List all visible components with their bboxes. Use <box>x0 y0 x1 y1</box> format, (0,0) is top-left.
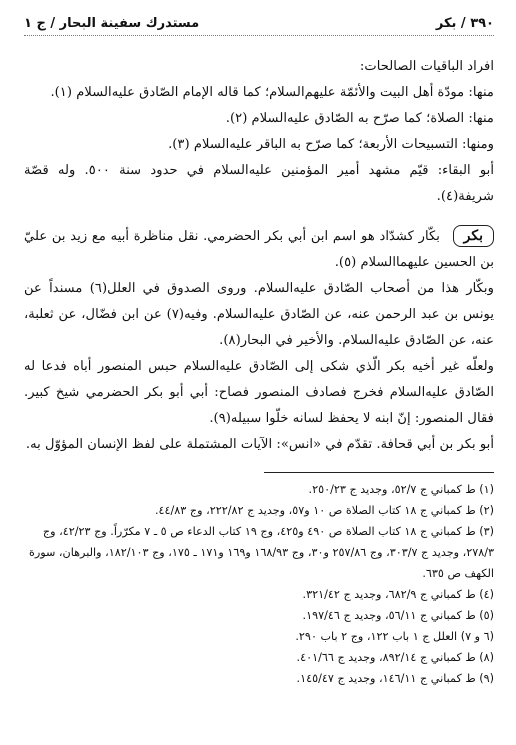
paragraph: ولعلّه غير أخيه بكر الّذي شكى إلى الصّادق عليه‌السلام حبس المنصور أباه فدعا له الصّادق عليه‌السلام فخرج فصادف المنصور فصاح: أبي أبو بكر الحضرمي شيخ كبير. فقال المنصور: إنّ ابنه لا يحفظ لسانه خلّوا سبيله(٩). <box>24 359 494 426</box>
footnote: (٦ و ٧) العلل ج ١ باب ١٢٢، وج ٢ باب ٢٩٠. <box>295 630 494 643</box>
entry-heading-badge: بكر <box>453 225 494 247</box>
entry-paragraph <box>24 224 494 276</box>
entry-text: بكّار كشدّاد هو اسم ابن أبي بكر الحضرمي. نقل مناظرة أبيه مع زيد بن عليّ بن الحسين عليهما‌السلام (٥). <box>24 229 494 270</box>
footnote: (٨) ط كمباني ج ٨٩٢/١٤، وجديد ج ٤٠١/٦٦. <box>296 651 494 664</box>
main-text <box>24 54 494 458</box>
footnote-separator <box>264 472 494 473</box>
footnote: (١) ط كمباني ج ٥٢/٧، وجديد ج ٢٥٠/٢٣. <box>308 483 494 496</box>
footnote: (٥) ط كمباني ج ٥٦/١١، وجديد ج ١٩٧/٤٦. <box>302 609 494 622</box>
paragraph: افراد الباقيات الصالحات: <box>359 59 494 74</box>
paragraph: أبو بكر بن أبي قحافة. تقدّم في «انس»: الآيات المشتملة على لفظ الإنسان المؤوّل به. <box>25 437 494 452</box>
footnotes <box>24 479 494 689</box>
book-page <box>24 14 494 735</box>
page-number-topic: ٣٩٠ / بكر <box>435 16 494 31</box>
footnote: (٣) ط كمباني ج ١٨ كتاب الصلاة ص ٤٩٠ و٤٢٥، وج ١٩ كتاب الدعاء ص ٥ ـ ٧ مكرّراً. وج ٤٢/٢٣، وج ٢٧٨/٣، وجديد ج ٣٠٣/٧، وج ٢٥٧/٨٦ و٣٠، وج ١٦٨/٩٣ و١٦٩ و١٧١ ـ ١٧٥، وج ١٨٢/١٠٣، والبرهان، سورة الكهف ص ٦٣٥. <box>28 525 494 580</box>
footnote: (٩) ط كمباني ج ١٤٦/١١، وجديد ج ١٤٥/٤٧. <box>296 672 494 685</box>
book-title: مستدرك سفينة البحار / ج ١ <box>24 16 200 31</box>
paragraph: أبو البقاء: قيّم مشهد أمير المؤمنين عليه‌السلام في حدود سنة ٥٠٠. وله قصّة شريفة(٤). <box>24 163 494 204</box>
paragraph: منها: مودّة أهل البيت والأئمّة عليهم‌السلام؛ كما قاله الإمام الصّادق عليه‌السلام (١). <box>50 85 494 100</box>
paragraph: منها: الصلاة؛ كما صرّح به الصّادق عليه‌السلام (٢). <box>225 111 494 126</box>
footnote: (٢) ط كمباني ج ١٨ كتاب الصلاة ص ١٠ و٥٧، وجديد ج ٢٢٢/٨٢، وج ٤٤/٨٣. <box>154 504 494 517</box>
running-header <box>24 14 494 36</box>
paragraph: ومنها: التسبيحات الأربعة؛ كما صرّح به الباقر عليه‌السلام (٣). <box>168 137 494 152</box>
paragraph: وبكّار هذا من أصحاب الصّادق عليه‌السلام. وروى الصدوق في العلل(٦) مسنداً عن يونس بن عبد الرحمن عنه، عن الصّادق عليه‌السلام. وفيه(٧) عن ابن فضّال، عن ثعلبة، عنه، عن الصّادق عليه‌السلام. والأخير في البحار(٨). <box>24 281 494 348</box>
section-gap <box>24 210 494 224</box>
footnote: (٤) ط كمباني ج ٦٨٢/٩، وجديد ج ٣٢١/٤٢. <box>302 588 494 601</box>
